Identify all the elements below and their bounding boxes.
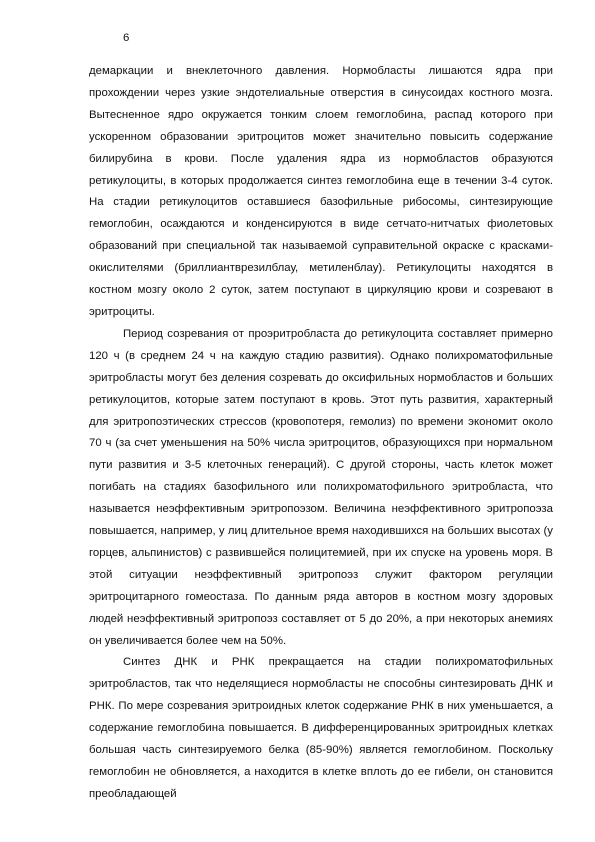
page-number: 6 (123, 32, 130, 44)
paragraph-maturation-period: Период созревания от проэритробласта до ретикулоцита составляет примерно 120 ч (в среднем 24 ч на каждую стадию развития). Однако полихроматофильные эритробласты могут без деления созревать до оксифильных нормобластов и больших ретикулоцитов, которые затем поступают в кровь. Этот путь развития, характерный для эритропоэтических стрессов (кровопотеря, гемолиз) по времени экономит около 70 ч (за счет уменьшения на 50% числа эритроцитов, образующихся при нормальном пути развития и 3-5 клеточных генераций). С другой стороны, часть клеток может погибать на стадиях базофильного или полихроматофильного эритробласта, что называется неэффективным эритропоэзом. Величина неэффективного эритропоэза повышается, например, у лиц длительное время находившихся на больших высотах (у горцев, альпинистов) с развившейся полицитемией, при их спуске на уровень моря. В этой ситуации неэффективный эритропоэз служит фактором регуляции эритроцитарного гомеостаза. По данным ряда авторов в костном мозгу здоровых людей неэффективный эритропоэз составляет от 5 до 20%, а при некоторых анемиях он увеличивается более чем на 50%. (89, 327, 553, 647)
document-body (89, 36, 553, 806)
paragraph-dna-rna-synthesis: Синтез ДНК и РНК прекращается на стадии полихроматофильных эритробластов, так что неделящиеся нормобласты не способны синтезировать ДНК и РНК. По мере созревания эритроидных клеток содержание РНК в них уменьшается, а содержание гемоглобина повышается. В дифференцированных эритроидных клетках большая часть синтезируемого белка (85-90%) является гемоглобином. Поскольку гемоглобин не обновляется, а находится в клетке вплоть до ее гибели, он становится преобладающей (89, 656, 553, 800)
paragraph-continued: демаркации и внеклеточного давления. Нормобласты лишаются ядра при прохождении через узкие эндотелиальные отверстия в синусоидах костного мозга. Вытесненное ядро окружается тонким слоем гемоглобина, распад которого при ускоренном образовании эритроцитов может значительно повысить содержание билирубина в крови. После удаления ядра из нормобластов образуются ретикулоциты, в которых продолжается синтез гемоглобина еще в течении 3-4 суток. На стадии ретикулоцитов оставшиеся базофильные рибосомы, синтезирующие гемоглобин, осаждаются и конденсируются в виде сетчато-нитчатых фиолетовых образований при специальной так называемой суправительной окраске с красками-окислителями (бриллиантврезилблау, метиленблау). Ретикулоциты находятся в костном мозгу около 2 суток, затем поступают в циркуляцию крови и созревают в эритроциты. (89, 65, 553, 318)
